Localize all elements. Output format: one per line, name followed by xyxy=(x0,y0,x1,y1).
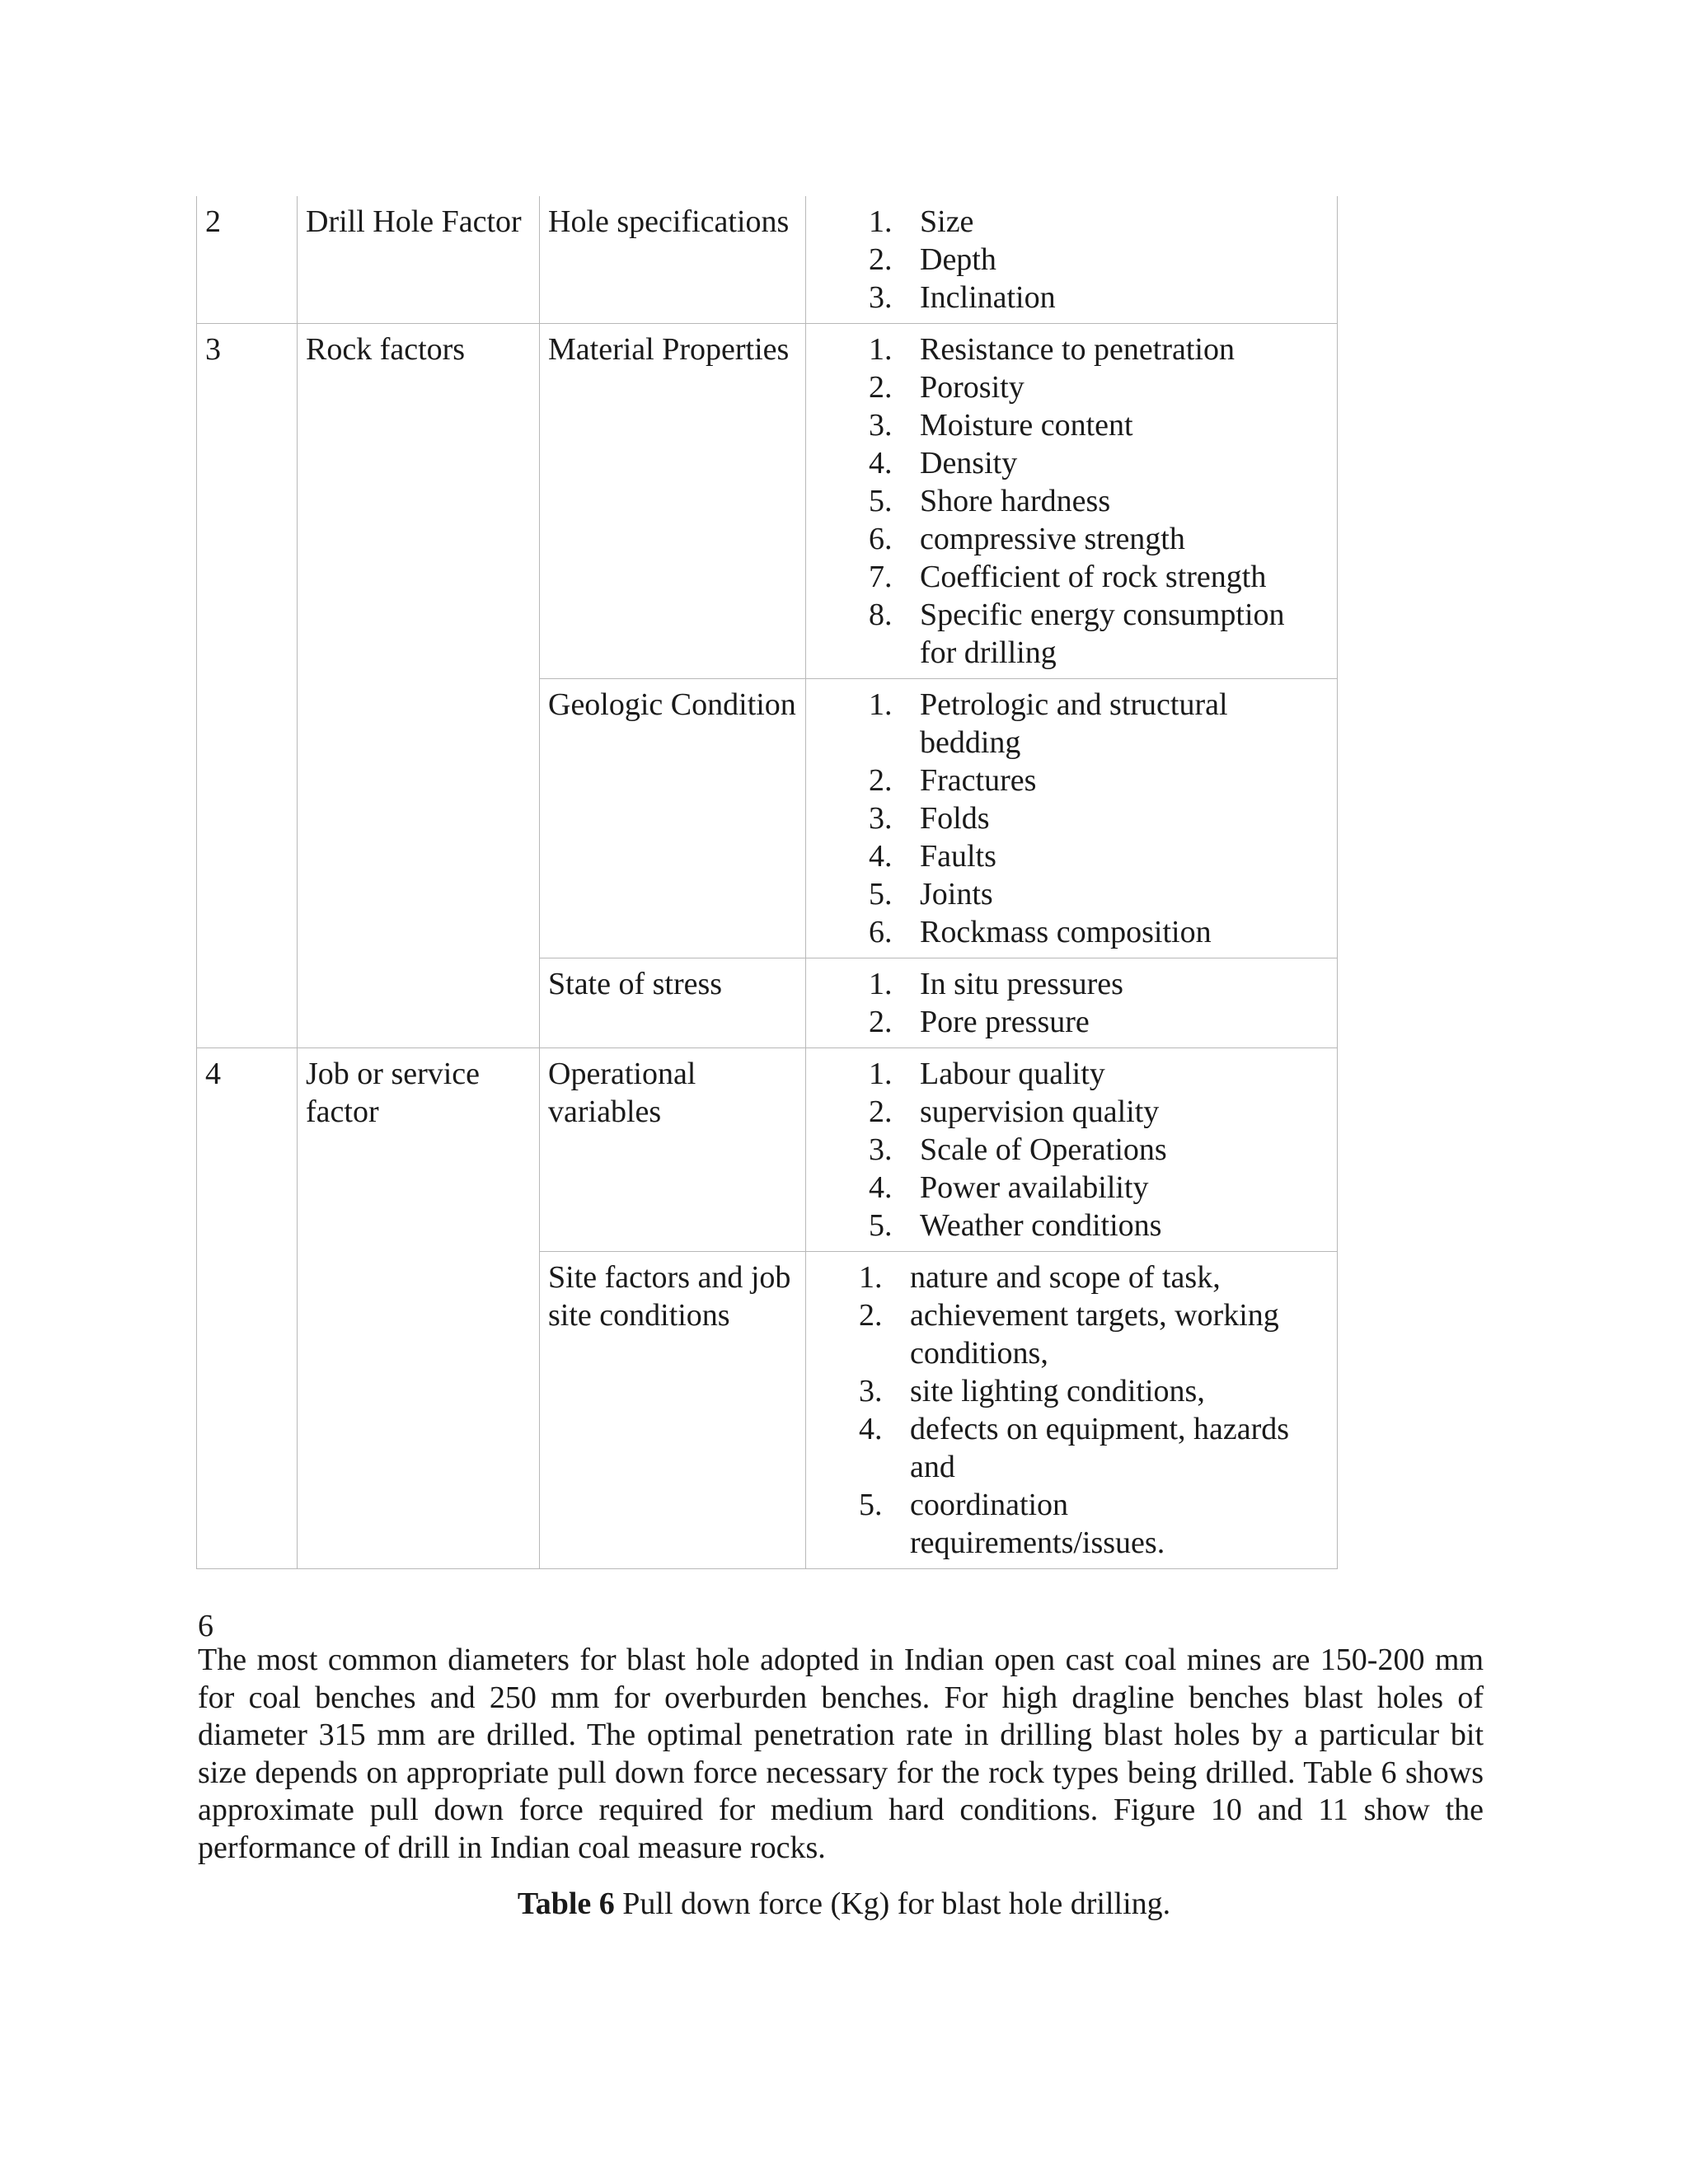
list-item: supervision quality xyxy=(920,1094,1160,1129)
list-item: Rockmass composition xyxy=(920,915,1212,949)
list-item: Joints xyxy=(920,877,993,912)
list-item: achievement targets, working conditions, xyxy=(910,1298,1279,1371)
item-list xyxy=(814,1055,1329,1244)
item-list-cell xyxy=(806,958,1338,1048)
item-list xyxy=(814,965,1329,1041)
item-list-cell xyxy=(806,324,1338,679)
table-caption-text: Pull down force (Kg) for blast hole drilling. xyxy=(614,1886,1171,1921)
item-list-cell xyxy=(806,679,1338,958)
list-item: site lighting conditions, xyxy=(910,1374,1205,1408)
item-list-cell xyxy=(806,196,1338,324)
table-caption-label: Table 6 xyxy=(517,1886,615,1921)
list-item: Folds xyxy=(920,801,990,836)
list-item: compressive strength xyxy=(920,522,1185,556)
list-item: Coefficient of rock strength xyxy=(920,560,1267,594)
list-item: Petrologic and structural bedding xyxy=(920,687,1228,760)
list-item: Depth xyxy=(920,242,996,277)
list-item: coordination requirements/issues. xyxy=(910,1488,1165,1560)
table-row xyxy=(197,324,1338,679)
list-item: Resistance to penetration xyxy=(920,332,1235,367)
list-item: Shore hardness xyxy=(920,484,1111,518)
table-caption xyxy=(0,1885,1688,1923)
table-row xyxy=(197,196,1338,324)
item-list-cell xyxy=(806,1048,1338,1252)
item-list xyxy=(814,203,1329,316)
page-number: 6 xyxy=(198,1609,213,1643)
list-item: Moisture content xyxy=(920,408,1133,443)
list-item: Power availability xyxy=(920,1170,1149,1205)
list-item: Density xyxy=(920,446,1018,480)
list-item: Pore pressure xyxy=(920,1005,1090,1039)
item-list xyxy=(814,330,1329,672)
category-name: Operational variables xyxy=(540,1048,806,1252)
list-item: Weather conditions xyxy=(920,1208,1162,1243)
category-name: Geologic Condition xyxy=(540,679,806,958)
factor-name: Job or service factor xyxy=(298,1048,540,1569)
drilling-factors-table xyxy=(196,196,1338,1569)
category-name: Hole specifications xyxy=(540,196,806,324)
category-name: Material Properties xyxy=(540,324,806,679)
body-paragraph: The most common diameters for blast hole adopted in Indian open cast coal mines are 150-200 mm for coal benches and 250 mm for overburden benches. For high dragline benches blast holes of diameter 315 mm are drilled. The optimal penetration rate in drilling blast holes by a particular bit size depends on appropriate pull down force necessary for the rock types being drilled. Table 6 shows approximate pull down force required for medium hard conditions. Figure 10 and 11 show the performance of drill in Indian coal measure rocks. xyxy=(198,1643,1484,1865)
factor-name: Rock factors xyxy=(298,324,540,1048)
table-row xyxy=(197,1048,1338,1252)
item-list xyxy=(814,1258,1329,1562)
list-item: Specific energy consumption for drilling xyxy=(920,598,1285,670)
list-item: nature and scope of task, xyxy=(910,1260,1221,1295)
row-number: 3 xyxy=(197,324,298,1048)
list-item: Size xyxy=(920,204,974,239)
list-item: In situ pressures xyxy=(920,967,1123,1001)
list-item: Scale of Operations xyxy=(920,1132,1167,1167)
list-item: Porosity xyxy=(920,370,1025,405)
item-list xyxy=(814,686,1329,951)
category-name: State of stress xyxy=(540,958,806,1048)
item-list-cell xyxy=(806,1252,1338,1569)
list-item: defects on equipment, hazards and xyxy=(910,1412,1290,1484)
list-item: Inclination xyxy=(920,280,1056,315)
list-item: Labour quality xyxy=(920,1057,1105,1091)
factor-name: Drill Hole Factor xyxy=(298,196,540,324)
row-number: 2 xyxy=(197,196,298,324)
list-item: Fractures xyxy=(920,763,1037,798)
category-name: Site factors and job site conditions xyxy=(540,1252,806,1569)
list-item: Faults xyxy=(920,839,996,874)
row-number: 4 xyxy=(197,1048,298,1569)
